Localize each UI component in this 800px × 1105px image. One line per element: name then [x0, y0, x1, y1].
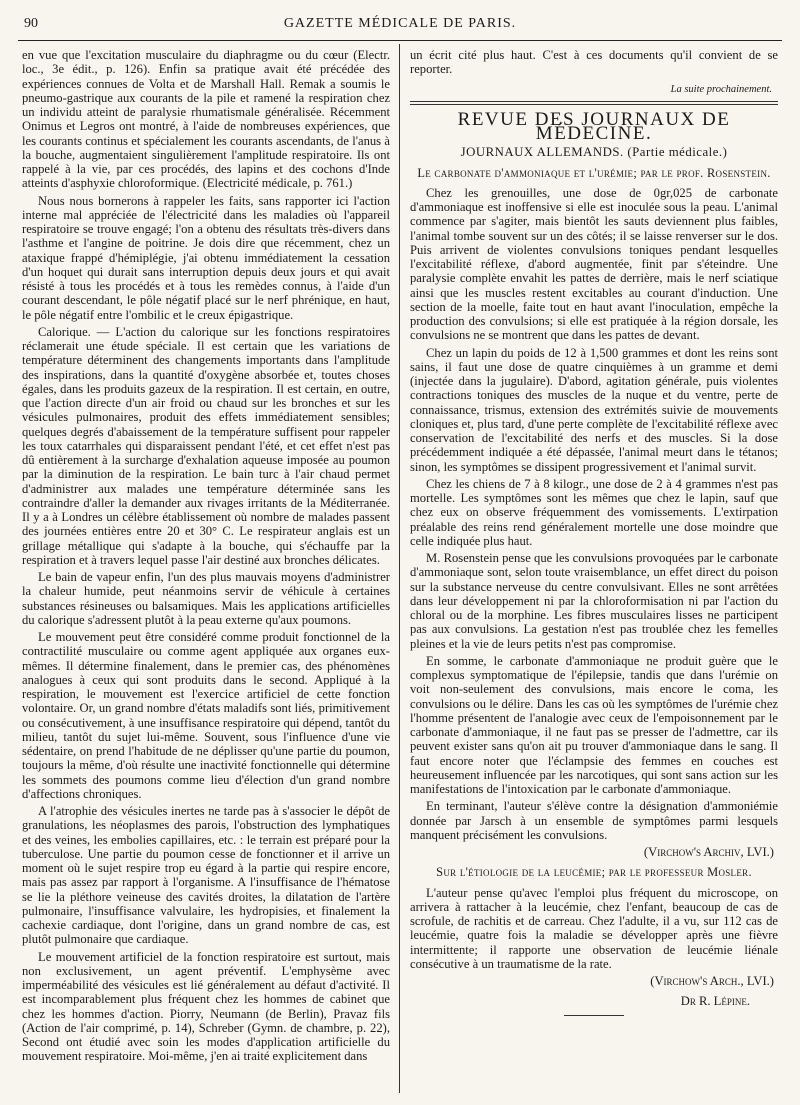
paragraph: Le mouvement peut être considéré comme produit fonctionnel de la contractilité musculaire ou comme agent appliquée aux organes eux-mêmes. Il détermine finalement, dans le premier cas, des phénomènes analogues à ceux qui sont produits dans le second. Appliqué à la respiration, le mouvement est l'exercice artificiel de cette fonction volontaire. Or, un grand nombre d'états maladifs sont liés, primitivement ou consécutivement, à une insuffisance respiratoire qui dépend, tantôt du milieu, tantôt du sujet lui-même. Souvent, sous l'influence d'une vie sédentaire, on prend l'habitude de ne déplisser qu'une partie du poumon, toujours la même, d'où résulte une inactivité fonctionnelle qui détermine les sommets des poumons comme lieu d'élection d'un grand nombre d'affections chroniques.: [22, 630, 390, 801]
page-header: [18, 14, 782, 36]
paragraph: Le mouvement artificiel de la fonction respiratoire est surtout, mais non exclusivement, un agent préventif. L'emphysème avec imperméabilité des vésicules est lié généralement au défaut d'activité. Il est incomparablement plus fréquent chez les hommes de cabinet que chez les hommes d'action. Piorry, Neumann (de Berlin), Pravaz fils (Action de l'air comprimé, p. 14), Schreber (Gymn. de chambre, p. 22), Second ont étudié avec soin les modes d'application artificielle du mouvement respiratoire. Moi-même, j'en ai traité explicitement dans: [22, 949, 390, 1064]
paragraph: Chez les grenouilles, une dose de 0gr,025 de carbonate d'ammoniaque est inoffensive si elle est inoculée sous la peau. L'animal commence par s'agiter, mais bientôt les sauts deviennent plus faibles, l'animal tombe souvent sur un des côtés; il se laisse renverser sur le dos. Puis arrivent de violentes convulsions toniques pendant lesquelles l'excitabilité réflexe, d'abord augmentée, finit par s'éteindre. Une paralysie complète envahit les pattes de derrière, mais le nerf sciatique ainsi que les muscles restent excitables au courant d'induction. Une section de la moelle, faite tout en haut avant l'inoculation, empêche la production des convulsions; si elle est pratiquée à la région dorsale, les convulsions ne se montrent que dans les pattes de devant.: [410, 185, 778, 343]
paragraph: En terminant, l'auteur s'élève contre la désignation d'ammoniémie donnée par Jarsch à un ensemble de symptômes parmi lesquels manquent précisément les convulsions.: [410, 799, 778, 842]
header-rule: [18, 40, 782, 41]
article-title: Le carbonate d'ammoniaque et l'urémie; par le prof. Rosenstein.: [417, 165, 771, 180]
paragraph: Chez un lapin du poids de 12 à 1,500 grammes et dont les reins sont sains, il faut une dose de quatre cinquièmes à un gramme et demi (injectée dans la jugulaire). D'abord, agitation générale, puis violentes contractions toniques des muscles de la nuque et du ventre, perte de connaissance, trismus, extension des extrémités suivie de mouvements cloniques et, plus tard, d'une perte complète de l'excitabilité réflexe avec conservation de l'excitabilité des nerfs et des muscles. Si la dose précédemment indiquée a été dépassée, l'animal meurt dans le tétanos; sinon, les symptômes se dissipent progressivement et l'animal survit.: [410, 345, 778, 474]
separator: [410, 101, 778, 102]
separator: [410, 104, 778, 105]
page-number: 90: [24, 16, 38, 31]
paragraph: Chez les chiens de 7 à 8 kilogr., une dose de 2 à 4 grammes n'est pas mortelle. Les symptômes sont les mêmes que chez le lapin, sauf que chez eux on observe fréquemment des vomissements. L'extirpation préalable des reins rend généralement mortelle une dose moindre que celle indiquée plus haut.: [410, 476, 778, 548]
paragraph: un écrit cité plus haut. C'est à ces documents qu'il convient de se reporter.: [410, 48, 778, 77]
author-signature: Dr R. Lépine.: [680, 994, 750, 1009]
section-title: REVUE DES JOURNAUX DE MÉDECINE.: [457, 108, 731, 144]
paragraph: Le bain de vapeur enfin, l'un des plus mauvais moyens d'administrer la chaleur humide, peut néanmoins servir de véhicule à certaines substances résineuses ou balsamiques. Mais les applications artificielles du calorique s'adressent plutôt à la peau externe qu'aux poumons.: [22, 570, 390, 627]
paragraph: En somme, le carbonate d'ammoniaque ne produit guère que le complexus symptomatique de l'épilepsie, tandis que dans l'urémie on voit non-seulement des convulsions, mais encore le coma, les convulsions ou le délire. Dans les cas où les symptômes de l'urémie chez l'homme présentent de l'analogie avec ceux de l'empoisonnement par le carbonate d'ammoniaque, il ne faut pas se presser de l'admettre, car ils peuvent exister sans qu'on ait pu trouver d'ammoniaque dans le sang. Il faut encore noter que l'éclampsie des femmes en couches est heureusement influencée par les narcotiques, qui sont sans action sur les manifestations de l'intoxication par le carbonate d'ammoniaque.: [410, 653, 778, 796]
right-column: [410, 48, 778, 1095]
paragraph: L'auteur pense qu'avec l'emploi plus fréquent du microscope, on arrivera à rattacher à la leucémie, chez l'enfant, beaucoup de cas de scrofule, de rachitis et de carreau. Chez l'adulte, il a vu, sur 112 cas de leucémie, quatre fois la maladie se développer après une fièvre intermittente; il rapporte une observation de leucémie liénale consécutive à un traumatisme de la rate.: [410, 885, 778, 971]
paragraph: Calorique. — L'action du calorique sur les fonctions respiratoires réclamerait une étude spéciale. Il est certain que les variations de température déterminent des changements importants dans l'amplitude des inspirations, dans la quantité d'oxygène absorbée et, toutes choses égales, dans les produits gazeux de la respiration. Il est certain, en outre, que l'action directe d'un air froid ou chaud sur les bronches et sur les vésicules pulmonaires, produit des effets immédiatement sensibles; quelques degrés d'abaissement de la température suffisent pour rappeler les toux catarrhales qui disparaissent pendant l'été, et cet effet n'est pas dû entièrement à la surcharge d'exhalation aqueuse imposée au poumon par la diminution de la respiration. Le bain turc à l'air chaud permet d'administrer aux malades une température déterminée sans les contraindre d'aller la demander aux rivages irritants de la Méditerranée. Il y a à Londres un célèbre établissement où nombre de malades passent des journées entières entre 20 et 30° C. Le respirateur anglais est un grillage métallique qui s'adapte à la bouche, qui s'échauffe par la respiration et à travers lequel passe l'air destiné aux bronches délicates.: [22, 324, 390, 567]
closing-rule: [564, 1015, 624, 1016]
article-source: (Virchow's Arch., LVI.): [650, 974, 774, 988]
column-divider: [399, 44, 400, 1093]
paragraph: en vue que l'excitation musculaire du diaphragme ou du cœur (Electr. loc., 3e édit., p. 126). Enfin sa pratique avait été précédée des expériences connues de Volta et de Marshall Hall. Remak a soumis le pneumo-gastrique aux courants de la pile et ramené la respiration chez un individu atteint de paralysie rhumatismale généralisée. Récemment Onimus et Legros ont montré, à l'aide de nombreuses expériences, que les courants continus et spécialement les courants ascendants, de l'anus à la bouche, augmentaient singulièrement l'amplitude respiratoire. Ils ont rappelé à la vie, par ces procédés, des lapins et des cochons d'Inde atteints d'asphyxie chloroformique. (Electricité médicale, p. 761.): [22, 48, 390, 191]
article-title: Sur l'étiologie de la leucémie; par le professeur Mosler.: [436, 865, 752, 880]
paragraph: Nous nous bornerons à rappeler les faits, sans rapporter ici l'action interne mal appréciée de l'électricité dans les maladies où l'appareil respiratoire se trouve engagé; l'on a obtenu des résultats très-divers dans l'asthme et l'angine de poitrine. Je dois dire que récemment, chez un ataxique frappé d'hémiplégie, j'ai obtenu immédiatement la cessation d'un hoquet qui durait sans interruption depuis deux jours et qui avait résisté à tous les procédés et à tous les remèdes connus, à l'aide d'un courant descendant, le pôle négatif placé sur le nerf phrénique, en haut, le pôle négatif entre l'ombilic et le creux épigastrique.: [22, 193, 390, 322]
running-title: GAZETTE MÉDICALE DE PARIS.: [283, 16, 517, 31]
article-source: (Virchow's Archiv, LVI.): [643, 845, 774, 859]
left-column: [22, 48, 390, 1095]
paragraph: A l'atrophie des vésicules inertes ne tarde pas à s'associer le dépôt de granulations, les néoplasmes des parois, l'obstruction des lymphatiques et des veines, les embolies capillaires, etc. : le terrain est préparé pour la tuberculose. Une partie du poumon cesse de fonctionner et il arrive un moment où le sujet respire trop eu égard à la partie qui respire encore, mais pas assez par rapport à l'organisme. A l'insuffisance de l'hématose se lie la pléthore veineuse des cavités droites, la dilatation de l'artère pulmonaire, l'insuffisance valvulaire, les hydropisies, et finalement la cachexie cardiaque, dont l'origine, dans un grand nombre de cas, est plutôt pulmonaire que cardiaque.: [22, 804, 390, 947]
section-subtitle: JOURNAUX ALLEMANDS. (Partie médicale.): [460, 145, 728, 160]
to-be-continued: La suite prochainement.: [670, 83, 772, 95]
paragraph: M. Rosenstein pense que les convulsions provoquées par le carbonate d'ammoniaque sont, selon toute vraisemblance, un effet direct du poison sur la substance nerveuse du centre convulsivant. Elles ne sont arrêtées dans leur développement ni par la chloroformisation ni par l'action du chloral ou de la morphine. Les fibres musculaires lisses ne participent pas aux convulsions. La gestation n'est pas troublée chez les femelles pleines et la vie de leurs petits n'est pas compromise.: [410, 551, 778, 651]
